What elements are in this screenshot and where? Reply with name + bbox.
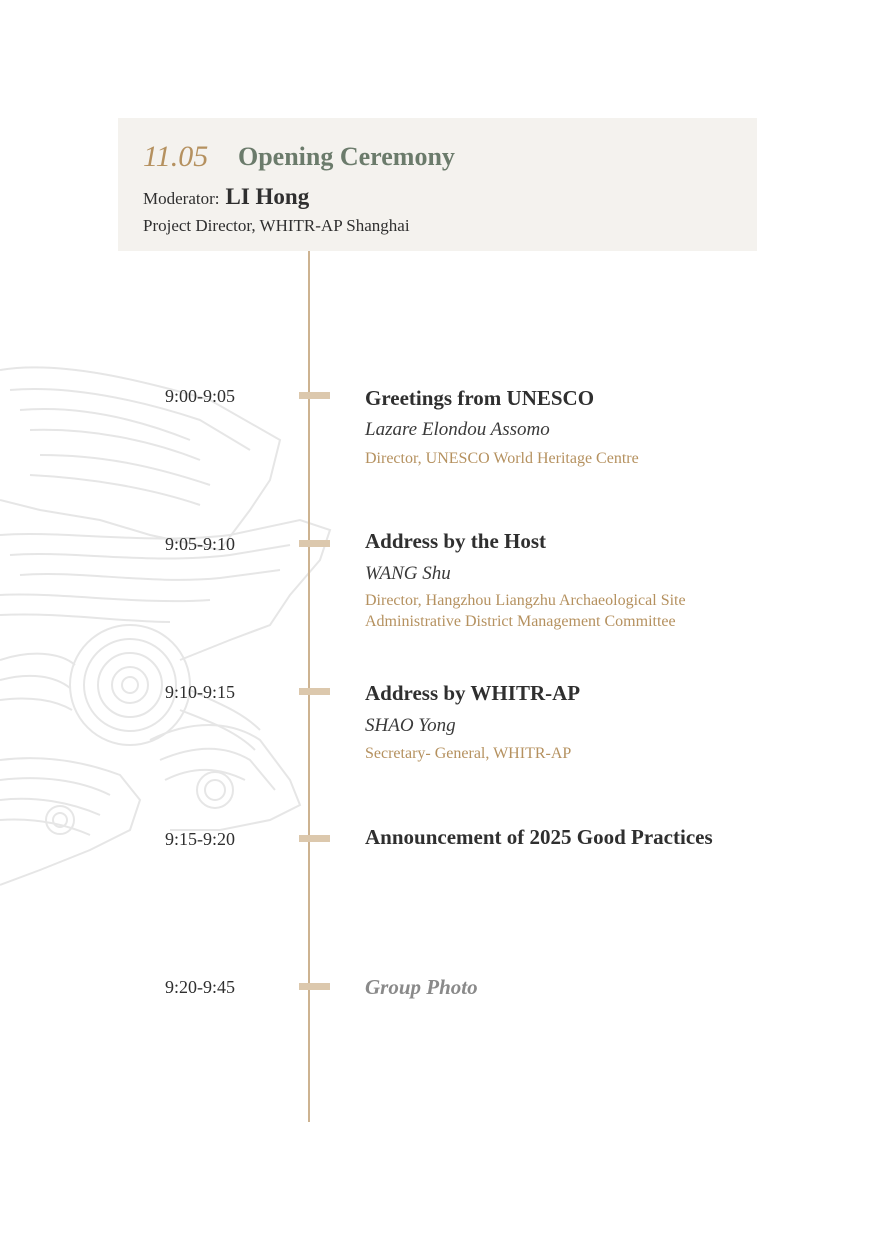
schedule-time: 9:05-9:10 <box>165 534 235 554</box>
timeline-tick <box>299 835 330 842</box>
schedule-title: Greetings from UNESCO <box>365 386 595 410</box>
moderator-name: LI Hong <box>225 184 310 209</box>
schedule-speaker: WANG Shu <box>365 563 451 584</box>
moderator-label: Moderator: <box>143 189 220 208</box>
schedule-title: Address by the Host <box>365 529 547 553</box>
moderator-role: Project Director, WHITR-AP Shanghai <box>143 216 410 235</box>
schedule-title: Address by WHITR-AP <box>365 681 581 705</box>
schedule-time: 9:00-9:05 <box>165 386 235 406</box>
schedule-title: Group Photo <box>365 975 478 999</box>
moderator-line <box>143 184 309 210</box>
session-header <box>118 118 757 251</box>
timeline-tick <box>299 983 330 990</box>
schedule-speaker: SHAO Yong <box>365 715 456 736</box>
session-date: 11.05 <box>143 140 209 173</box>
timeline-line <box>308 251 310 1122</box>
session-title: Opening Ceremony <box>238 142 455 171</box>
decorative-relief-pattern-icon <box>0 360 340 900</box>
schedule-time: 9:20-9:45 <box>165 977 235 997</box>
schedule-title: Announcement of 2025 Good Practices <box>365 825 713 849</box>
schedule-role: Secretary- General, WHITR-AP <box>365 745 572 762</box>
schedule-role: Director, Hangzhou Liangzhu Archaeological Site <box>365 592 686 609</box>
schedule-role: Director, UNESCO World Heritage Centre <box>365 450 639 467</box>
schedule-speaker: Lazare Elondou Assomo <box>365 419 550 440</box>
timeline-tick <box>299 688 330 695</box>
timeline-tick <box>299 392 330 399</box>
schedule-role: Administrative District Management Committee <box>365 613 676 630</box>
schedule-time: 9:10-9:15 <box>165 682 235 702</box>
schedule-time: 9:15-9:20 <box>165 829 235 849</box>
timeline-tick <box>299 540 330 547</box>
